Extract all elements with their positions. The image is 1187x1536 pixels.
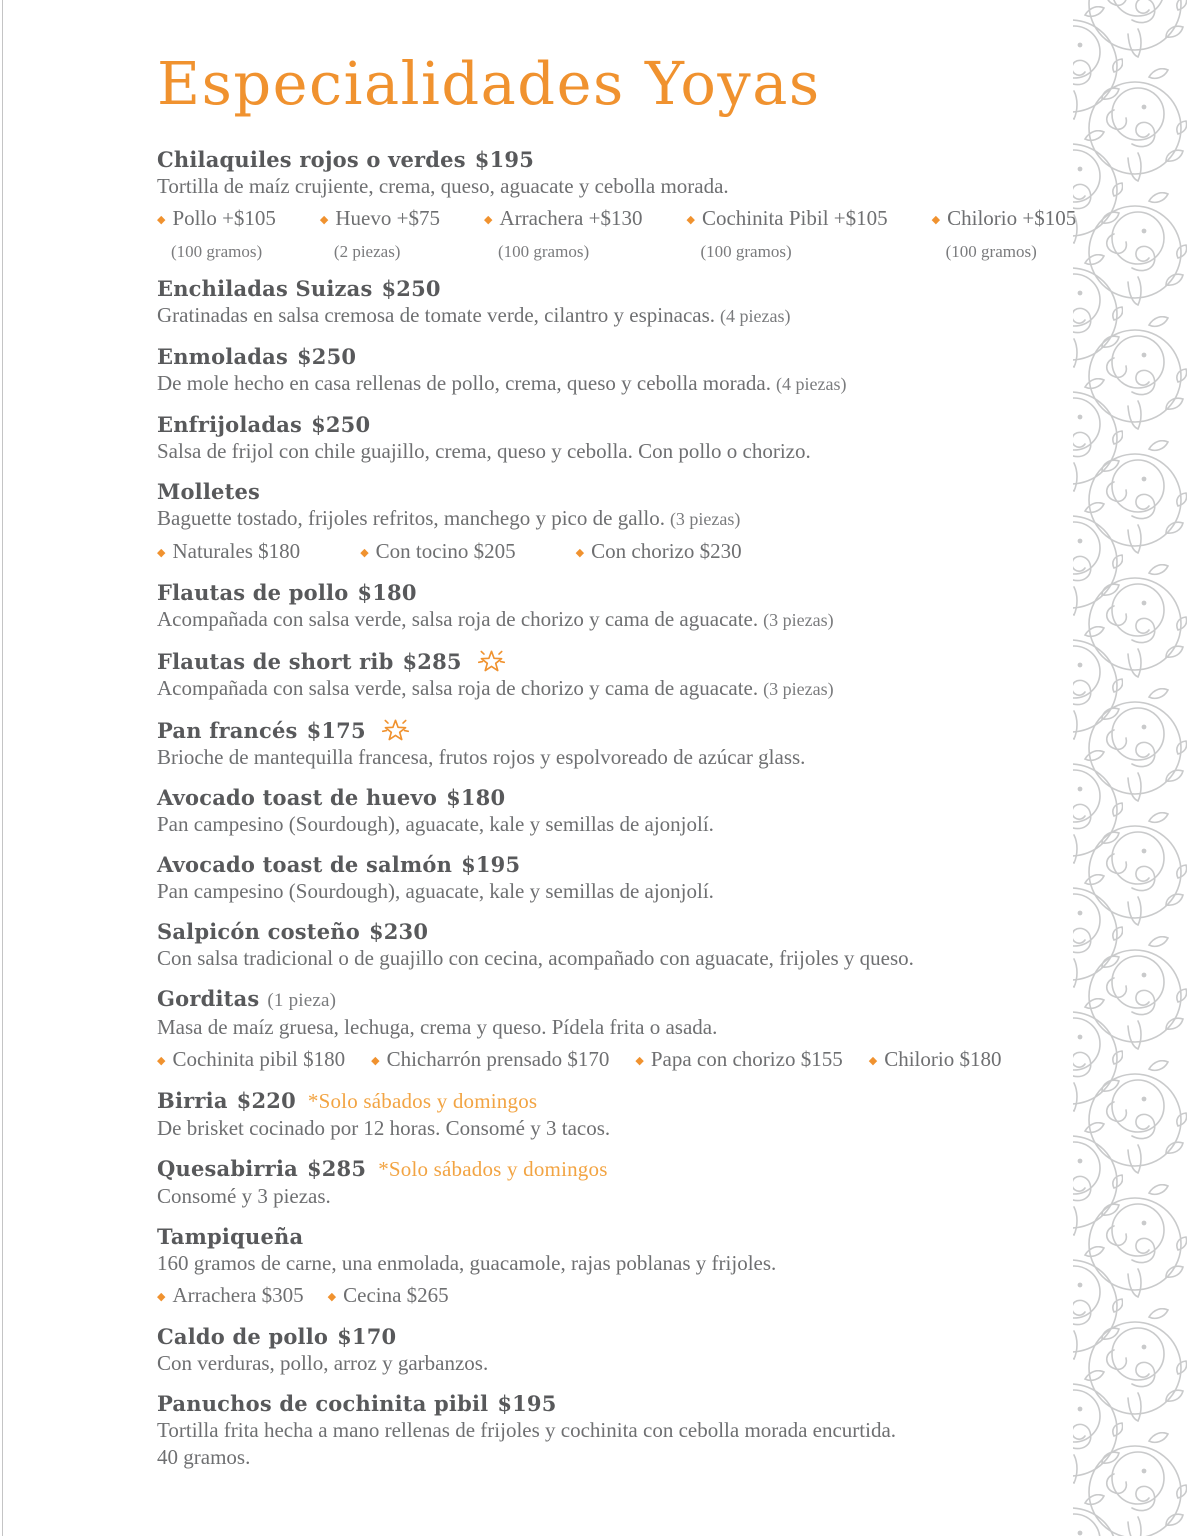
item-price: $250 [381,276,441,301]
item-heading [157,647,1085,675]
item-price: $195 [497,1391,557,1416]
option [157,1046,345,1074]
item-options [157,1282,1085,1310]
item-name: Quesabirria [157,1156,298,1181]
yoyas-bird-logo-icon [1083,0,1187,68]
yoyas-bird-logo-icon [1083,192,1187,316]
item-price: $285 [306,1156,367,1181]
yoyas-bird-logo-icon [1083,316,1187,440]
item-name: Molletes [157,479,261,504]
item-description: Con salsa tradicional o de guajillo con cecina, acompañado con aguacate, frijoles y queso. [157,946,914,970]
piece-count-note: (1 pieza) [267,990,337,1011]
menu-item [157,1323,1085,1377]
item-description: De brisket cocinado por 12 horas. Consomé y 3 tacos. [157,1116,611,1140]
item-heading [157,918,1085,945]
menu-item [157,478,1085,566]
star-slot [462,649,506,674]
item-heading [157,985,1085,1014]
item-price: $195 [461,852,521,877]
menu-item [157,851,1085,905]
item-name: Enmoladas [157,344,288,369]
menu-item [157,1155,1085,1210]
menu-item [157,579,1085,634]
item-price: $180 [446,785,506,810]
item-heading [157,784,1085,811]
menu-item [157,411,1085,465]
option [869,1046,1002,1074]
option-label: Con tocino $205 [375,539,516,563]
item-options [157,1046,1085,1074]
item-heading [157,1087,1085,1115]
item-name: Flautas de short rib [157,649,394,674]
option-portion: (100 gramos) [497,242,590,261]
piece-count-note: (3 piezas) [763,679,834,699]
diamond-bullet-icon: ◆ [686,213,695,226]
item-description [157,606,1085,634]
item-heading [157,579,1085,606]
item-description [157,675,1085,703]
item-options [157,538,1085,566]
item-name: Pan francés [157,718,298,743]
description-text: Baguette tostado, frijoles refritos, manchego y pico de gallo. [157,506,665,530]
item-heading [157,478,1085,505]
item-name: Birria [157,1088,228,1113]
yoyas-bird-logo-icon [1083,936,1187,1060]
option-label: Arrachera +$130 [499,206,643,230]
piece-count-note: (4 piezas) [720,306,791,326]
item-description: 160 gramos de carne, una enmolada, guacamole, rajas poblanas y frijoles. [157,1251,777,1275]
item-description [157,370,1085,398]
logo-pattern-strip [1073,0,1187,1536]
item-description-line2: 40 gramos. [157,1445,251,1469]
item-price: $170 [337,1324,397,1349]
item-heading [157,716,1085,744]
diamond-bullet-icon: ◆ [157,1054,166,1067]
option-label: Chicharrón prensado $170 [386,1047,610,1071]
item-heading [157,275,1085,302]
logo-pattern-column-main [1083,0,1187,1536]
diamond-bullet-icon: ◆ [868,1054,878,1067]
item-description [157,302,1085,330]
option [371,1046,609,1074]
item-description: Salsa de frijol con chile guajillo, crema, queso y cebolla. Con pollo o chorizo. [157,439,811,463]
diamond-bullet-icon: ◆ [157,1290,166,1303]
yoyas-bird-logo-icon [1083,68,1187,192]
item-name: Salpicón costeño [157,919,360,944]
option-portion: (2 piezas) [333,242,401,261]
item-description: Brioche de mantequilla francesa, frutos rojos y espolvoreado de azúcar glass. [157,745,806,769]
option [686,205,887,262]
item-name: Enfrijoladas [157,412,303,437]
yoyas-bird-logo-icon [1083,688,1187,812]
item-heading [157,851,1085,878]
yoyas-bird-logo-icon [1083,440,1187,564]
menu-item [157,647,1085,703]
diamond-bullet-icon: ◆ [931,213,941,226]
yoyas-bird-logo-icon [1083,1308,1187,1432]
item-description [157,505,1085,533]
menu-item [157,343,1085,398]
item-name: Caldo de pollo [157,1324,329,1349]
yoyas-bird-logo-icon [1083,1060,1187,1184]
diamond-bullet-icon: ◆ [371,1054,380,1067]
item-price: $175 [306,718,366,743]
availability-note: *Solo sábados y domingos [378,1157,608,1181]
option-label: Cochinita Pibil +$105 [701,206,888,230]
diamond-bullet-icon: ◆ [157,546,166,559]
item-name: Gorditas [157,986,260,1011]
item-name: Tampiqueña [157,1224,304,1249]
diamond-bullet-icon: ◆ [483,213,493,226]
item-name: Avocado toast de salmón [157,852,453,877]
option [328,1282,449,1310]
page-edge-line [2,0,3,1536]
description-text: De mole hecho en casa rellenas de pollo, crema, queso y cebolla morada. [157,371,771,395]
option-label: Chilorio $180 [884,1047,1002,1071]
option-label: Arrachera $305 [172,1283,304,1307]
item-price: $230 [368,919,429,944]
menu-item [157,275,1085,330]
item-price: $180 [357,580,417,605]
yoyas-bird-logo-icon [1083,564,1187,688]
option-label: Huevo +$75 [335,206,440,230]
option-label: Chilorio +$105 [947,206,1077,230]
diamond-bullet-icon: ◆ [635,1054,644,1067]
item-heading [157,1223,1085,1250]
item-description: Pan campesino (Sourdough), aguacate, kale y semillas de ajonjolí. [157,879,714,903]
item-heading [157,1323,1085,1350]
diamond-bullet-icon: ◆ [360,546,369,559]
new-item-star-icon [382,716,409,743]
option-label: Pollo +$105 [172,206,276,230]
option-label: Naturales $180 [172,539,301,563]
option [320,205,440,262]
item-name: Flautas de pollo [157,580,349,605]
option-portion: (100 gramos) [171,242,263,261]
option [157,205,276,262]
item-heading [157,1155,1085,1183]
diamond-bullet-icon: ◆ [319,213,329,226]
item-heading [157,1390,1085,1417]
item-name: Chilaquiles rojos o verdes [157,147,466,172]
star-slot [366,718,410,743]
item-description: Tortilla de maíz crujiente, crema, queso, aguacate y cebolla morada. [157,174,729,198]
piece-count-note: (3 piezas) [763,610,834,630]
description-text: Acompañada con salsa verde, salsa roja de chorizo y cama de aguacate. [157,676,759,700]
option-label: Con chorizo $230 [591,539,742,563]
menu-item [157,716,1085,771]
menu-item [157,1223,1085,1310]
menu-item [157,1390,1085,1471]
item-name: Avocado toast de huevo [157,785,438,810]
description-text: Acompañada con salsa verde, salsa roja de chorizo y cama de aguacate. [157,607,759,631]
item-price: $195 [474,147,535,172]
item-heading [157,146,1085,173]
availability-note: *Solo sábados y domingos [307,1089,538,1113]
item-price: $285 [402,649,462,674]
option [932,205,1077,262]
option [360,538,515,566]
item-name: Enchiladas Suizas [157,276,373,301]
item-price: $250 [297,344,357,369]
piece-count-note: (3 piezas) [669,509,741,529]
option [635,1046,842,1074]
description-text: Gratinadas en salsa cremosa de tomate verde, cilantro y espinacas. [157,303,716,327]
menu-item [157,146,1085,262]
option-label: Cecina $265 [343,1283,449,1307]
yoyas-bird-logo-icon [1083,1184,1187,1308]
item-heading [157,411,1085,438]
yoyas-bird-logo-icon [1083,812,1187,936]
option-portion: (100 gramos) [945,242,1037,261]
menu-item [157,985,1085,1074]
item-heading [157,343,1085,370]
menu-item [157,784,1085,838]
item-price: $250 [311,412,371,437]
option [157,1282,304,1310]
item-description: Tortilla frita hecha a mano rellenas de frijoles y cochinita con cebolla morada encurtida. [157,1418,897,1442]
option-portion: (100 gramos) [700,242,792,261]
item-options [157,205,1085,262]
item-description: Masa de maíz gruesa, lechuga, crema y queso. Pídela frita o asada. [157,1015,718,1039]
item-description: Con verduras, pollo, arroz y garbanzos. [157,1351,489,1375]
item-description: Pan campesino (Sourdough), aguacate, kale y semillas de ajonjolí. [157,812,714,836]
page-title: Especialidades Yoyas [157,49,821,118]
diamond-bullet-icon: ◆ [575,546,585,559]
item-description: Consomé y 3 piezas. [157,1184,331,1208]
menu-item [157,918,1085,972]
option-label: Cochinita pibil $180 [172,1047,346,1071]
diamond-bullet-icon: ◆ [327,1290,337,1303]
new-item-star-icon [478,647,505,674]
yoyas-bird-logo-icon [1083,1432,1187,1536]
option [157,538,300,566]
option-label: Papa con chorizo $155 [650,1047,843,1071]
diamond-bullet-icon: ◆ [157,213,166,226]
item-price: $220 [236,1088,296,1113]
menu-content [157,44,1085,1484]
menu-item [157,1087,1085,1142]
option [576,538,742,566]
option [484,205,643,262]
piece-count-note: (4 piezas) [776,374,847,394]
item-name: Panuchos de cochinita pibil [157,1391,489,1416]
